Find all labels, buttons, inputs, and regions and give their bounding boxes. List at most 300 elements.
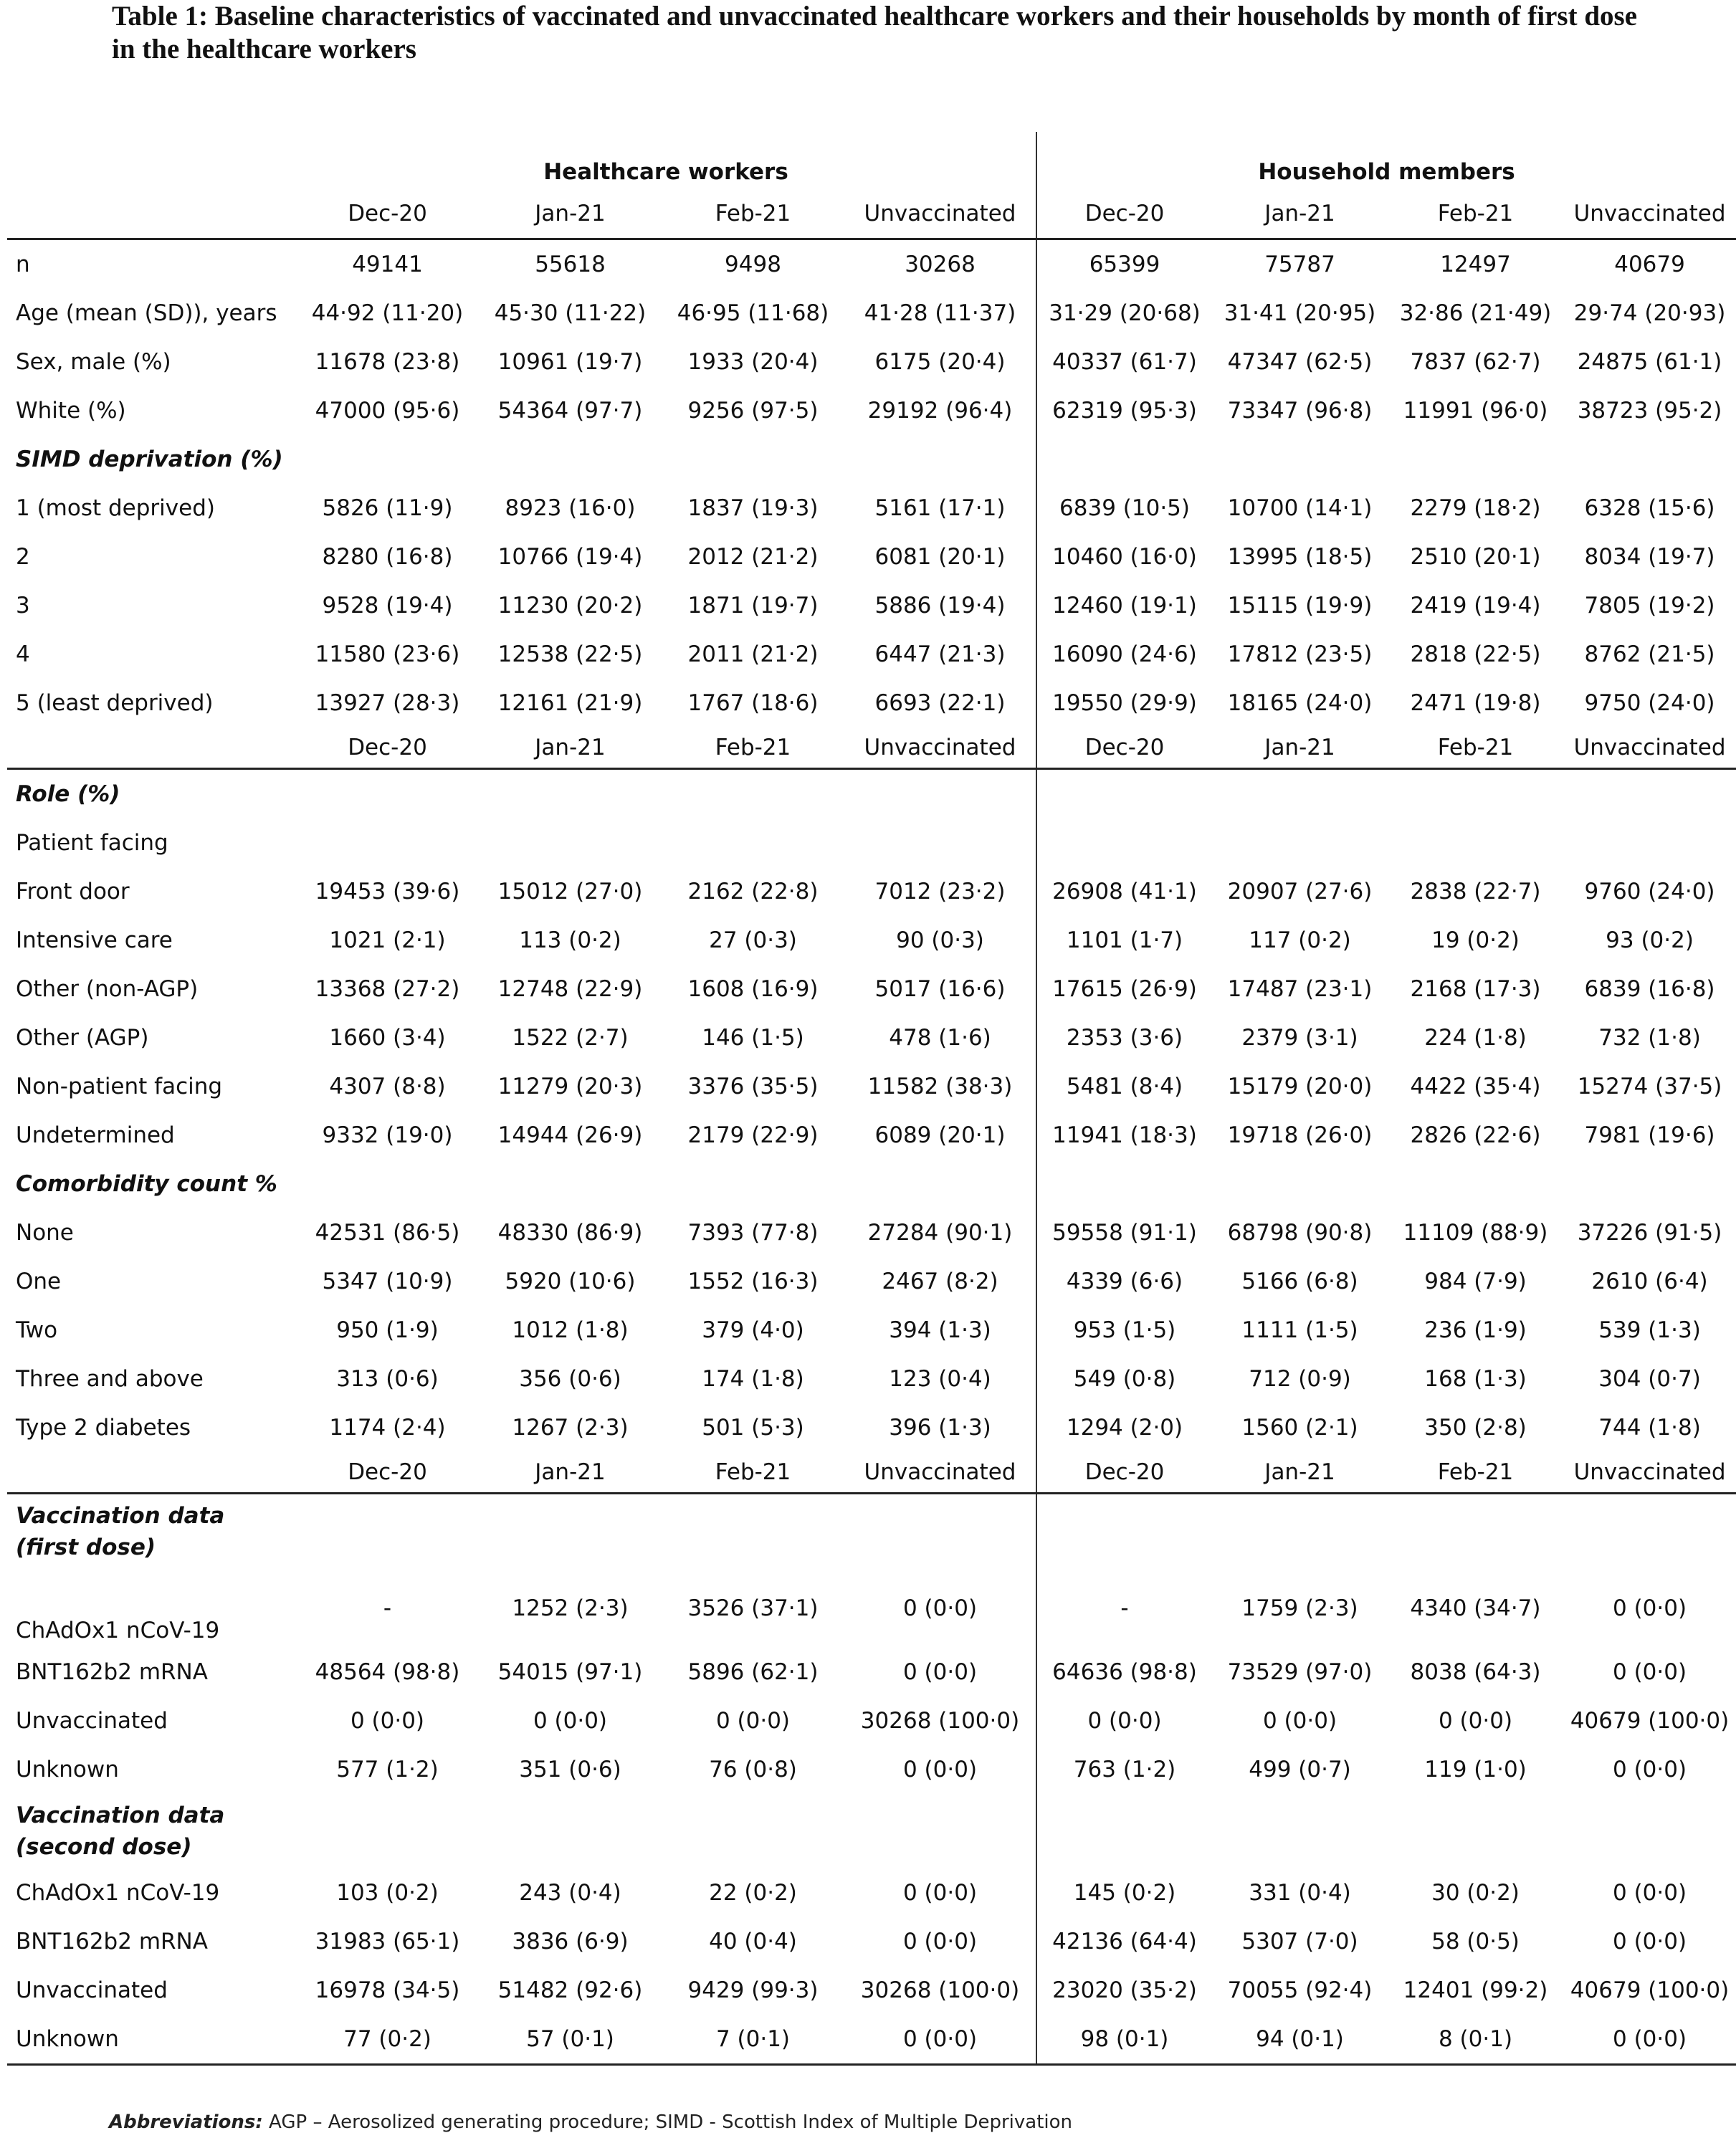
header-spacer [7,727,296,769]
data-cell: 51482 (92·6) [497,1977,643,2003]
data-cell: 984 (7·9) [1424,1269,1527,1294]
data-cell: 10766 (19·4) [497,544,643,570]
table-container [7,132,1736,2066]
row-label: ChAdOx1 nCoV-19 [16,1618,220,1643]
table-caption: Table 1: Baseline characteristics of vaccinated and unvaccinated healthcare workers and their households by month of first dose in the healthcare workers [112,1,1638,65]
data-cell: 0 (0·0) [1563,2015,1736,2065]
row-label: Other (non-AGP) [16,976,199,1002]
table-row [7,1569,1736,1648]
data-cell: 499 (0·7) [1249,1757,1351,1782]
data-cell: 0 (0·0) [844,1569,1036,1648]
section-header-row [7,1794,1736,1868]
data-cell: 37226 (91·5) [1577,1220,1722,1246]
data-cell: 45·30 (11·22) [494,300,647,326]
row-label: Three and above [16,1366,204,1392]
empty-cell [662,435,844,484]
empty-cell [844,769,1036,819]
data-cell: 14944 (26·9) [497,1122,643,1148]
data-cell: 17487 (23·1) [1227,976,1373,1002]
data-cell: 0 (0·0) [350,1708,425,1734]
data-cell: 10700 (14·1) [1227,495,1373,521]
empty-cell [1563,1160,1736,1208]
data-cell: 8762 (21·5) [1584,641,1715,667]
data-cell: 64636 (98·8) [1052,1659,1197,1685]
data-cell: 48564 (98·8) [315,1659,460,1685]
data-cell: 9760 (24·0) [1584,879,1715,905]
data-cell: 5017 (16·6) [844,965,1036,1013]
data-cell: 5886 (19·4) [844,581,1036,630]
table-row [7,1917,1736,1966]
data-cell: 40679 [1563,239,1736,290]
data-cell: 22 (0·2) [709,1880,797,1906]
data-cell: 40 (0·4) [709,1929,797,1955]
table-row [7,533,1736,581]
data-cell: 1552 (16·3) [687,1269,819,1294]
data-cell: 12497 [1388,239,1563,290]
section-header-row [7,1160,1736,1208]
data-cell: 17615 (26·9) [1052,976,1197,1002]
data-cell: 2011 (21·2) [687,641,819,667]
empty-cell [1212,1494,1388,1570]
data-cell: 119 (1·0) [1424,1757,1527,1782]
header-spacer [7,189,296,239]
data-cell: 146 (1·5) [702,1025,804,1051]
data-cell: 12161 (21·9) [497,690,643,716]
data-cell: 42531 (86·5) [315,1220,460,1246]
data-cell: 1871 (19·7) [687,593,819,619]
table-row [7,1696,1736,1745]
data-cell: 31·41 (20·95) [1224,300,1376,326]
row-label: Unvaccinated [16,1977,168,2003]
column-header: Jan-21 [479,1452,662,1494]
empty-cell [1563,769,1736,819]
header-spacer [7,1452,296,1494]
data-cell: 0 (0·0) [1613,1659,1687,1685]
table-row [7,1062,1736,1111]
data-cell: 2162 (22·8) [687,879,819,905]
data-cell: 3836 (6·9) [512,1929,629,1955]
row-label: Patient facing [16,830,168,856]
data-cell: 7012 (23·2) [844,867,1036,916]
row-label: Intensive care [16,927,173,953]
data-cell: 73529 (97·0) [1227,1659,1373,1685]
data-cell: 18165 (24·0) [1227,690,1373,716]
row-label: Unvaccinated [16,1708,168,1734]
header-spacer [7,132,296,189]
table-row [7,818,1736,867]
data-cell: 2818 (22·5) [1410,641,1541,667]
data-cell: 54015 (97·1) [497,1659,643,1685]
column-header: Unvaccinated [844,727,1036,769]
empty-cell [1036,769,1212,819]
row-label: BNT162b2 mRNA [16,1929,208,1955]
data-cell: 10961 (19·7) [497,349,643,375]
data-cell: 5896 (62·1) [687,1659,819,1685]
data-cell: 2510 (20·1) [1410,544,1541,570]
data-cell: 4339 (6·6) [1066,1269,1183,1294]
data-cell: 243 (0·4) [519,1880,621,1906]
empty-cell [1563,1794,1736,1868]
data-cell: 11230 (20·2) [497,593,643,619]
data-cell: 23020 (35·2) [1052,1977,1197,2003]
data-cell: 478 (1·6) [844,1013,1036,1062]
data-cell: 11279 (20·3) [497,1074,643,1099]
section-label: Role (%) [16,781,120,807]
data-cell: 11678 (23·8) [315,349,460,375]
data-cell: 13368 (27·2) [315,976,460,1002]
column-header: Unvaccinated [1563,727,1736,769]
data-cell: 313 (0·6) [336,1366,439,1392]
abbreviations-footnote [109,2111,1072,2133]
data-cell: 57 (0·1) [479,2015,662,2065]
data-cell [662,818,844,867]
data-cell: 7837 (62·7) [1410,349,1541,375]
data-cell: 549 (0·8) [1073,1366,1176,1392]
data-cell: 31983 (65·1) [315,1929,460,1955]
data-cell: 16090 (24·6) [1052,641,1197,667]
data-cell: 0 (0·0) [1438,1708,1513,1734]
column-header: Jan-21 [479,189,662,239]
row-label: Type 2 diabetes [16,1415,191,1441]
empty-cell [844,1160,1036,1208]
empty-cell [296,435,479,484]
empty-cell [1388,1160,1563,1208]
data-cell: 6693 (22·1) [844,679,1036,727]
table-row [7,2015,1736,2065]
row-label: Other (AGP) [16,1025,149,1051]
data-cell: 379 (4·0) [702,1317,804,1343]
data-cell: 15115 (19·9) [1227,593,1373,619]
data-cell: 5826 (11·9) [322,495,453,521]
footnote-label: Abbreviations: [109,2111,263,2133]
data-cell: 90 (0·3) [844,916,1036,965]
empty-cell [479,1160,662,1208]
data-cell: 0 (0·0) [844,1868,1036,1917]
data-cell [479,818,662,867]
row-label: White (%) [16,398,126,424]
data-cell: 5307 (7·0) [1241,1929,1358,1955]
data-cell: 577 (1·2) [336,1757,439,1782]
data-cell: 2012 (21·2) [687,544,819,570]
table-row [7,386,1736,435]
data-cell [844,818,1036,867]
data-cell: 2168 (17·3) [1410,976,1541,1002]
data-cell: 174 (1·8) [702,1366,804,1392]
table-row [7,289,1736,338]
data-cell: 8923 (16·0) [505,495,636,521]
empty-cell [1036,1160,1212,1208]
data-cell: 6089 (20·1) [844,1111,1036,1160]
data-cell: 11582 (38·3) [844,1062,1036,1111]
row-label: 3 [16,593,30,619]
row-label: Non-patient facing [16,1074,223,1099]
data-cell: 12538 (22·5) [497,641,643,667]
data-cell: 47000 (95·6) [315,398,460,424]
data-cell: 42136 (64·4) [1052,1929,1197,1955]
column-header: Unvaccinated [1563,1452,1736,1494]
data-cell: 10460 (16·0) [1052,544,1197,570]
table-row [7,1306,1736,1355]
data-cell: 48330 (86·9) [497,1220,643,1246]
data-cell: 17812 (23·5) [1227,641,1373,667]
column-header: Jan-21 [1212,727,1388,769]
table-row [7,1355,1736,1403]
data-cell: 5161 (17·1) [844,484,1036,533]
empty-cell [1212,435,1388,484]
empty-cell [479,1494,662,1570]
table-row [7,1111,1736,1160]
data-cell: 11109 (88·9) [1403,1220,1548,1246]
section-header-row [7,1494,1736,1570]
column-header: Dec-20 [296,189,479,239]
column-header: Feb-21 [1388,189,1563,239]
data-cell: 3376 (35·5) [687,1074,819,1099]
data-cell: 4340 (34·7) [1410,1595,1541,1621]
data-cell: 55618 [479,239,662,290]
data-cell: 26908 (41·1) [1052,879,1197,905]
data-cell: 44·92 (11·20) [311,300,464,326]
data-cell: 15179 (20·0) [1227,1074,1373,1099]
data-cell: 19718 (26·0) [1227,1122,1373,1148]
row-label: Unknown [16,1757,119,1782]
data-cell: 0 (0·0) [1613,1880,1687,1906]
data-cell: 113 (0·2) [519,927,621,953]
column-header: Feb-21 [662,1452,844,1494]
data-cell: 4422 (35·4) [1410,1074,1541,1099]
row-label: Age (mean (SD)), years [16,300,277,326]
row-label: 2 [16,544,30,570]
empty-cell [1388,1794,1563,1868]
data-cell: 0 (0·0) [1613,1757,1687,1782]
data-cell: 9256 (97·5) [687,398,819,424]
data-cell: 15012 (27·0) [497,879,643,905]
data-cell: 394 (1·3) [844,1306,1036,1355]
data-cell: 123 (0·4) [844,1355,1036,1403]
data-cell: 9332 (19·0) [322,1122,453,1148]
row-label: Front door [16,879,130,905]
data-cell: 30268 (100·0) [844,1696,1036,1745]
empty-cell [1036,1494,1212,1570]
data-cell: 2419 (19·4) [1410,593,1541,619]
table-row [7,916,1736,965]
data-cell: 5166 (6·8) [1241,1269,1358,1294]
data-cell: 2279 (18·2) [1410,495,1541,521]
table-row [7,1013,1736,1062]
column-header: Jan-21 [1212,189,1388,239]
data-cell: 46·95 (11·68) [677,300,829,326]
table-row [7,630,1736,679]
data-cell [1563,818,1736,867]
row-label: Unknown [7,2015,296,2065]
table-row [7,965,1736,1013]
section-label: Comorbidity count % [16,1171,277,1197]
data-cell: 9498 [662,239,844,290]
column-header: Unvaccinated [844,1452,1036,1494]
data-cell: 19550 (29·9) [1052,690,1197,716]
data-cell: 145 (0·2) [1073,1880,1176,1906]
data-cell: 2179 (22·9) [687,1122,819,1148]
data-cell: 11941 (18·3) [1052,1122,1197,1148]
data-cell [1036,818,1212,867]
empty-cell [296,1160,479,1208]
data-cell: 40679 (100·0) [1570,1977,1730,2003]
data-cell: 396 (1·3) [844,1403,1036,1452]
data-cell: 0 (0·0) [844,1917,1036,1966]
healthcare-workers-group-header: Healthcare workers [296,132,1036,189]
repeated-column-header-row [7,1452,1736,1494]
row-label: None [16,1220,74,1246]
column-header: Dec-20 [1036,189,1212,239]
table-row [7,1403,1736,1452]
table-row [7,1257,1736,1306]
data-cell: 30268 [844,239,1036,290]
data-cell: 20907 (27·6) [1227,879,1373,905]
table-row [7,1208,1736,1257]
row-label: 5 (least deprived) [16,690,214,716]
data-cell: 1111 (1·5) [1241,1317,1358,1343]
data-cell: 3526 (37·1) [687,1595,819,1621]
data-cell: 94 (0·1) [1212,2015,1388,2065]
data-cell: 1660 (3·4) [329,1025,446,1051]
data-cell: 5920 (10·6) [505,1269,636,1294]
column-header: Feb-21 [662,189,844,239]
data-cell: 13927 (28·3) [315,690,460,716]
data-cell: 1101 (1·7) [1066,927,1183,953]
data-cell: 12460 (19·1) [1052,593,1197,619]
data-cell: 5481 (8·4) [1066,1074,1183,1099]
data-cell: 24875 (61·1) [1577,349,1722,375]
empty-cell [662,1160,844,1208]
data-cell: 501 (5·3) [702,1415,804,1441]
data-cell: 15274 (37·5) [1577,1074,1722,1099]
data-cell: 13995 (18·5) [1227,544,1373,570]
group-header-row [7,132,1736,189]
column-header: Dec-20 [1036,727,1212,769]
data-cell: 19 (0·2) [1431,927,1520,953]
empty-cell [296,1794,479,1868]
data-cell: 7805 (19·2) [1584,593,1715,619]
data-cell: 224 (1·8) [1424,1025,1527,1051]
data-cell: 744 (1·8) [1598,1415,1701,1441]
empty-cell [1212,769,1388,819]
data-cell: 9429 (99·3) [687,1977,819,2003]
data-cell: 29·74 (20·93) [1573,300,1726,326]
data-cell: 41·28 (11·37) [844,289,1036,338]
data-cell: 30268 (100·0) [844,1966,1036,2015]
table-row [7,1745,1736,1794]
empty-cell [1036,435,1212,484]
data-cell: 59558 (91·1) [1052,1220,1197,1246]
row-label: 1 (most deprived) [16,495,215,521]
empty-cell [1563,1494,1736,1570]
empty-cell [479,769,662,819]
column-header-row [7,189,1736,239]
data-cell: 93 (0·2) [1606,927,1694,953]
data-cell [1212,818,1388,867]
data-cell: 0 (0·0) [715,1708,791,1734]
column-header: Unvaccinated [844,189,1036,239]
row-label: Undetermined [16,1122,175,1148]
data-cell: 19453 (39·6) [315,879,460,905]
data-cell: 6175 (20·4) [844,338,1036,386]
data-cell: 40679 (100·0) [1570,1708,1730,1734]
row-label: Two [16,1317,58,1343]
row-label: 4 [16,641,30,667]
data-cell: 9528 (19·4) [322,593,453,619]
row-label: n [7,239,296,290]
data-cell: 8038 (64·3) [1410,1659,1541,1685]
data-cell: 2610 (6·4) [1591,1269,1708,1294]
data-cell: 49141 [296,239,479,290]
data-cell: 8034 (19·7) [1584,544,1715,570]
data-cell: 950 (1·9) [336,1317,439,1343]
data-cell: 27284 (90·1) [844,1208,1036,1257]
data-cell: 763 (1·2) [1073,1757,1176,1782]
data-cell: 1759 (2·3) [1241,1595,1358,1621]
data-cell: 76 (0·8) [709,1757,797,1782]
empty-cell [844,435,1036,484]
data-cell: 62319 (95·3) [1052,398,1197,424]
table-row [7,239,1736,290]
data-cell: 0 (0·0) [1262,1708,1337,1734]
data-cell: 1608 (16·9) [687,976,819,1002]
data-cell: 65399 [1036,239,1212,290]
data-cell: 356 (0·6) [519,1366,621,1392]
table-row [7,1868,1736,1917]
column-header: Dec-20 [1036,1452,1212,1494]
data-cell: 236 (1·9) [1424,1317,1527,1343]
data-cell: - [383,1595,392,1621]
data-cell: 1933 (20·4) [687,349,819,375]
empty-cell [662,1794,844,1868]
data-cell: 0 (0·0) [844,2015,1036,2065]
data-cell: 47347 (62·5) [1227,349,1373,375]
data-cell: 58 (0·5) [1431,1929,1520,1955]
section-label: Vaccination data (second dose) [16,1803,225,1860]
household-members-group-header: Household members [1258,159,1515,185]
data-cell: 1012 (1·8) [512,1317,629,1343]
data-cell: 6447 (21·3) [844,630,1036,679]
section-label: Vaccination data (first dose) [16,1503,225,1560]
empty-cell [844,1494,1036,1570]
empty-cell [1212,1160,1388,1208]
data-cell [296,818,479,867]
empty-cell [662,769,844,819]
data-cell: 54364 (97·7) [497,398,643,424]
empty-cell [1212,1794,1388,1868]
data-cell: 117 (0·2) [1249,927,1351,953]
table-row [7,1648,1736,1696]
data-cell: 0 (0·0) [1087,1708,1162,1734]
data-cell: 1837 (19·3) [687,495,819,521]
table-body [7,239,1736,2065]
column-header: Feb-21 [662,727,844,769]
section-header-row [7,769,1736,819]
empty-cell [1388,1494,1563,1570]
data-cell: 1174 (2·4) [329,1415,446,1441]
data-cell: 12748 (22·9) [497,976,643,1002]
column-header: Dec-20 [296,1452,479,1494]
data-cell: 6839 (16·8) [1584,976,1715,1002]
data-cell: 712 (0·9) [1249,1366,1351,1392]
data-cell: 70055 (92·4) [1227,1977,1373,2003]
data-cell: 6081 (20·1) [844,533,1036,581]
data-cell: 2467 (8·2) [844,1257,1036,1306]
data-cell: 7393 (77·8) [687,1220,819,1246]
data-cell: 168 (1·3) [1424,1366,1527,1392]
data-cell: 38723 (95·2) [1577,398,1722,424]
empty-cell [844,1794,1036,1868]
